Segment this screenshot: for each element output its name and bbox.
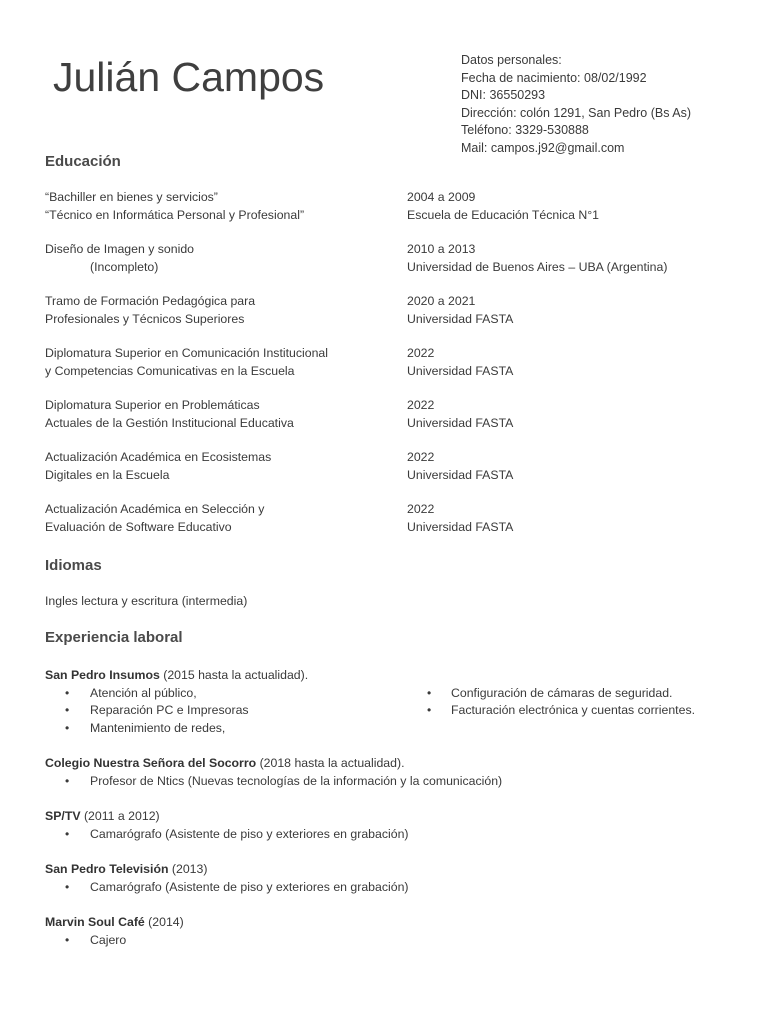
edu-line: Profesionales y Técnicos Superiores <box>45 311 245 326</box>
edu-institution: Universidad FASTA <box>407 467 514 482</box>
edu-line: Diplomatura Superior en Problemáticas <box>45 398 260 412</box>
bullet-icon: • <box>65 703 70 718</box>
job-company: San Pedro Televisión <box>45 862 169 876</box>
job-entry <box>45 861 735 896</box>
edu-date: 2022 <box>407 450 435 464</box>
edu-line: “Bachiller en bienes y servicios” <box>45 190 218 204</box>
email: Mail: campos.j92@gmail.com <box>461 140 625 155</box>
bullet-icon: • <box>427 685 432 700</box>
job-entry <box>45 755 735 790</box>
job-entry <box>45 667 735 737</box>
job-company: Marvin Soul Café <box>45 915 145 929</box>
job-company: Colegio Nuestra Señora del Socorro <box>45 756 257 770</box>
job-entry <box>45 808 735 843</box>
edu-date: 2010 a 2013 <box>407 242 476 256</box>
job-task: • Configuración de cámaras de seguridad. <box>407 685 695 703</box>
bullet-icon: • <box>65 720 70 735</box>
edu-line: Diseño de Imagen y sonido <box>45 242 195 256</box>
personal-data <box>461 52 691 158</box>
edu-line: (Incompleto) <box>90 259 159 274</box>
edu-institution: Universidad de Buenos Aires – UBA (Argentina) <box>407 259 668 274</box>
edu-date: 2020 a 2021 <box>407 294 476 308</box>
edu-line: Actualización Académica en Ecosistemas <box>45 450 272 464</box>
job-period: (2011 a 2012) <box>80 809 160 823</box>
bullet-icon: • <box>65 932 70 947</box>
personal-heading: Datos personales: <box>461 53 562 67</box>
phone: Teléfono: 3329-530888 <box>461 123 589 138</box>
job-task: • Profesor de Ntics (Nuevas tecnologías de la información y la comunicación) <box>45 773 735 791</box>
bullet-icon: • <box>65 685 70 700</box>
edu-line: “Técnico en Informática Personal y Profesional” <box>45 207 305 222</box>
edu-date: 2022 <box>407 346 435 360</box>
edu-date: 2004 a 2009 <box>407 190 476 204</box>
edu-institution: Universidad FASTA <box>407 415 514 430</box>
job-task: • Camarógrafo (Asistente de piso y exteriores en grabación) <box>45 826 735 844</box>
job-task: • Facturación electrónica y cuentas corrientes. <box>407 702 695 720</box>
edu-institution: Escuela de Educación Técnica N°1 <box>407 207 599 222</box>
job-period: (2014) <box>144 915 184 929</box>
edu-line: Actuales de la Gestión Institucional Educativa <box>45 415 294 430</box>
edu-line: Tramo de Formación Pedagógica para <box>45 294 256 308</box>
job-task: • Reparación PC e Impresoras <box>45 702 735 720</box>
edu-line: Actualización Académica en Selección y <box>45 502 265 516</box>
job-period: (2018 hasta la actualidad). <box>256 756 405 770</box>
address: Dirección: colón 1291, San Pedro (Bs As) <box>461 105 691 120</box>
job-company: San Pedro Insumos <box>45 668 160 682</box>
edu-line: Digitales en la Escuela <box>45 467 170 482</box>
edu-line: Diplomatura Superior en Comunicación Institucional <box>45 346 328 360</box>
bullet-icon: • <box>65 879 70 894</box>
edu-line: y Competencias Comunicativas en la Escuela <box>45 363 295 378</box>
edu-institution: Universidad FASTA <box>407 311 514 326</box>
edu-institution: Universidad FASTA <box>407 363 514 378</box>
edu-line: Evaluación de Software Educativo <box>45 519 232 534</box>
birth-date: Fecha de nacimiento: 08/02/1992 <box>461 70 647 85</box>
language-entry: Ingles lectura y escritura (intermedia) <box>45 594 248 608</box>
languages-title: Idiomas <box>45 557 102 574</box>
job-task: • Cajero <box>45 932 735 950</box>
job-task: • Atención al público, <box>45 685 735 703</box>
edu-institution: Universidad FASTA <box>407 519 514 534</box>
job-task: • Mantenimiento de redes, <box>45 720 735 738</box>
edu-date: 2022 <box>407 398 435 412</box>
job-period: (2015 hasta la actualidad). <box>159 668 309 682</box>
job-company: SP/TV <box>45 809 81 823</box>
job-period: (2013) <box>168 862 208 876</box>
bullet-icon: • <box>65 826 70 841</box>
bullet-icon: • <box>427 703 432 718</box>
dni: DNI: 36550293 <box>461 88 546 103</box>
education-title: Educación <box>45 153 121 170</box>
person-name: Julián Campos <box>53 54 325 100</box>
edu-date: 2022 <box>407 502 435 516</box>
experience-title: Experiencia laboral <box>45 629 183 646</box>
job-task: • Camarógrafo (Asistente de piso y exteriores en grabación) <box>45 879 735 897</box>
job-entry <box>45 914 735 949</box>
bullet-icon: • <box>65 773 70 788</box>
